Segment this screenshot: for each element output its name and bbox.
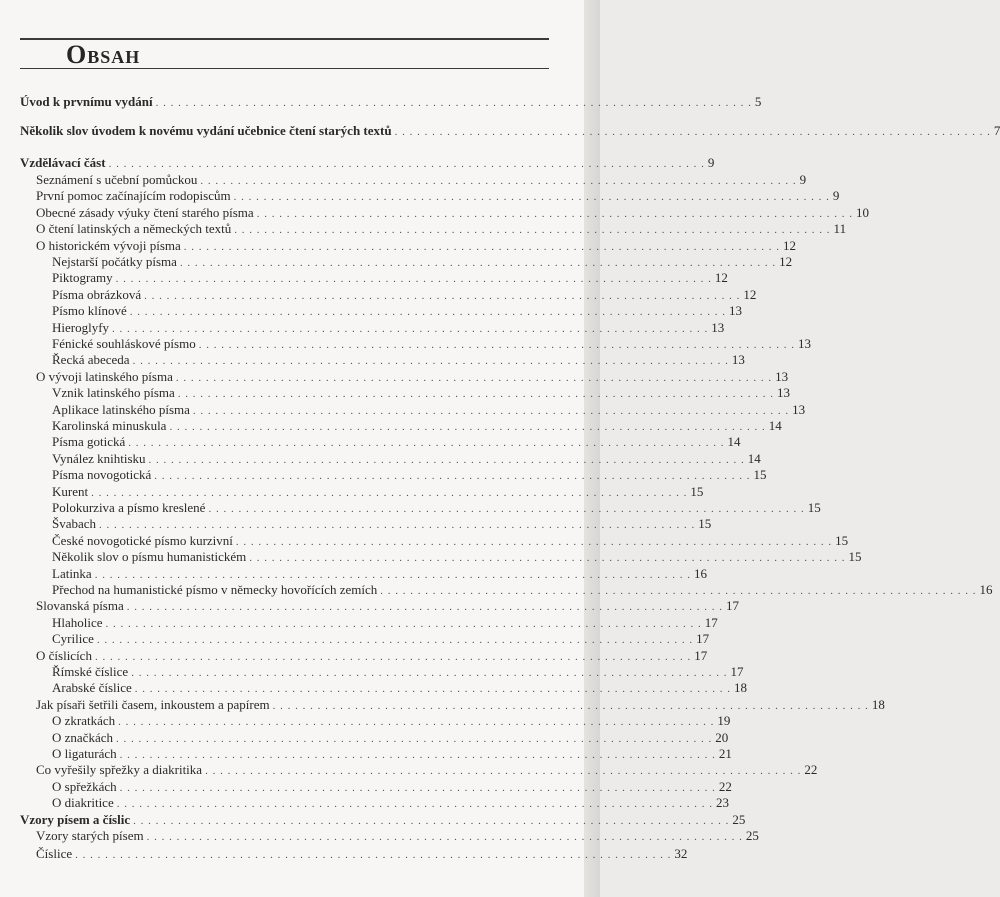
- toc-entry: [36, 828, 759, 845]
- toc-leader-dots: . . . . . . . . . . . . . . . . . . . . . . . . . . . . . . . . . . . . . . . . . . . . . . . . . . . . . . . . . . . . . . . . . . . . . . . . . . . . . . . .: [234, 224, 831, 237]
- toc-leader-dots: . . . . . . . . . . . . . . . . . . . . . . . . . . . . . . . . . . . . . . . . . . . . . . . . . . . . . . . . . . . . . . . . . . . . . . . . . . . . . . . .: [249, 552, 846, 565]
- toc-entry: [36, 598, 739, 615]
- toc-entry: [52, 254, 793, 271]
- toc-leader-dots: . . . . . . . . . . . . . . . . . . . . . . . . . . . . . . . . . . . . . . . . . . . . . . . . . . . . . . . . . . . . . . . . . . . . . . . . . . . . . . . .: [105, 617, 702, 630]
- toc-entry: [52, 500, 821, 517]
- toc-leader-dots: . . . . . . . . . . . . . . . . . . . . . . . . . . . . . . . . . . . . . . . . . . . . . . . . . . . . . . . . . . . . . . . . . . . . . . . . . . . . . . . .: [208, 503, 805, 515]
- toc-entry-page: 14: [727, 434, 741, 450]
- toc-entry-label: Cyrilice: [52, 631, 94, 647]
- toc-leader-dots: . . . . . . . . . . . . . . . . . . . . . . . . . . . . . . . . . . . . . . . . . . . . . . . . . . . . . . . . . . . . . . . . . . . . . . . . . . . . . . . .: [96, 634, 694, 647]
- toc-entry-label: Nejstarší počátky písma: [52, 254, 177, 269]
- toc-leader-dots: . . . . . . . . . . . . . . . . . . . . . . . . . . . . . . . . . . . . . . . . . . . . . . . . . . . . . . . . . . . . . . . . . . . . . . . . . . . . . . . .: [380, 585, 977, 597]
- toc-leader-dots: . . . . . . . . . . . . . . . . . . . . . . . . . . . . . . . . . . . . . . . . . . . . . . . . . . . . . . . . . . . . . . . . . . . . . . . . . . . . . . . .: [132, 355, 729, 368]
- toc-entry-page: 13: [711, 319, 725, 335]
- toc-entry-page: 32: [674, 846, 688, 861]
- toc-entry-label: Vynález knihtisku: [52, 450, 146, 466]
- toc-entry-label: O značkách: [52, 729, 113, 745]
- toc-entry-page: 10: [855, 204, 869, 220]
- toc-entry: [52, 336, 811, 353]
- toc-leader-dots: . . . . . . . . . . . . . . . . . . . . . . . . . . . . . . . . . . . . . . . . . . . . . . . . . . . . . . . . . . . . . . . . . . . . . . . . . . . . . . . .: [144, 289, 741, 302]
- toc-entry-page: 9: [832, 188, 840, 204]
- toc-leader-dots: . . . . . . . . . . . . . . . . . . . . . . . . . . . . . . . . . . . . . . . . . . . . . . . . . . . . . . . . . . . . . . . . . . . . . . . . . . . . . . . .: [94, 650, 692, 663]
- toc-entry: [52, 352, 745, 369]
- toc-entry-page: 5: [754, 94, 762, 109]
- toc-entry-page: 14: [747, 450, 761, 466]
- toc-entry: [20, 94, 762, 111]
- toc-entry-label: Co vyřešily spřežky a diakritika: [36, 762, 203, 778]
- toc-entry-label: Latinka: [52, 565, 92, 581]
- toc-leader-dots: . . . . . . . . . . . . . . . . . . . . . . . . . . . . . . . . . . . . . . . . . . . . . . . . . . . . . . . . . . . . . . . . . . . . . . . . . . . . . . . .: [200, 175, 797, 187]
- toc-entry-page: 22: [718, 778, 732, 794]
- toc-entry-label: O historickém vývoji písma: [36, 237, 181, 253]
- toc-entry-label: Hlaholice: [52, 614, 103, 630]
- toc-entry-label: Jak písaři šetřili časem, inkoustem a papírem: [36, 696, 270, 712]
- toc-entry-page: 13: [792, 401, 806, 417]
- toc-entry-label: Arabské číslice: [52, 680, 132, 696]
- toc-leader-dots: . . . . . . . . . . . . . . . . . . . . . . . . . . . . . . . . . . . . . . . . . . . . . . . . . . . . . . . . . . . . . . . . . . . . . . . . . . . . . . . .: [177, 388, 775, 401]
- toc-entry: [36, 846, 688, 863]
- toc-leader-dots: . . . . . . . . . . . . . . . . . . . . . . . . . . . . . . . . . . . . . . . . . . . . . . . . . . . . . . . . . . . . . . . . . . . . . . . . . . . . . . . .: [272, 699, 869, 712]
- toc-entry-page: 17: [704, 614, 718, 630]
- toc-entry: [20, 812, 746, 829]
- toc-entry: [52, 450, 761, 468]
- toc-entry-label: O spřežkách: [52, 778, 117, 794]
- toc-entry-label: O vývoji latinského písma: [36, 368, 173, 384]
- toc-entry: [52, 401, 806, 419]
- toc-entry: [52, 729, 729, 747]
- toc-entry-label: Písma gotická: [52, 434, 126, 450]
- toc-entry-label: Hieroglyfy: [52, 319, 110, 335]
- toc-entry-label: Vznik latinského písma: [52, 385, 175, 401]
- toc-entry-page: 15: [690, 483, 704, 499]
- toc-entry-page: 9: [707, 155, 715, 170]
- toc-leader-dots: . . . . . . . . . . . . . . . . . . . . . . . . . . . . . . . . . . . . . . . . . . . . . . . . . . . . . . . . . . . . . . . . . . . . . . . . . . . . . . . .: [108, 158, 705, 170]
- toc-entry-page: 7: [993, 123, 1000, 138]
- toc-entry-page: 15: [835, 532, 849, 548]
- toc-entry-label: Vzdělávací část: [20, 155, 106, 170]
- toc-leader-dots: . . . . . . . . . . . . . . . . . . . . . . . . . . . . . . . . . . . . . . . . . . . . . . . . . . . . . . . . . . . . . . . . . . . . . . . . . . . . . . . .: [198, 339, 795, 351]
- toc-entry-label: Řecká abeceda: [52, 352, 130, 368]
- toc-leader-dots: . . . . . . . . . . . . . . . . . . . . . . . . . . . . . . . . . . . . . . . . . . . . . . . . . . . . . . . . . . . . . . . . . . . . . . . . . . . . . . . .: [118, 716, 715, 729]
- toc-leader-dots: . . . . . . . . . . . . . . . . . . . . . . . . . . . . . . . . . . . . . . . . . . . . . . . . . . . . . . . . . . . . . . . . . . . . . . . . . . . . . . . .: [256, 207, 853, 220]
- toc-entry: [52, 483, 704, 501]
- toc-entry-page: 22: [804, 762, 818, 778]
- toc-entry-label: Obecné zásady výuky čtení starého písma: [36, 204, 254, 220]
- toc-entry-page: 18: [734, 680, 748, 696]
- toc-entry-page: 17: [694, 647, 708, 663]
- page-title: Obsah: [66, 40, 141, 69]
- toc-entry-page: 12: [779, 254, 793, 269]
- toc-entry-label: Několik slov o písmu humanistickém: [52, 549, 247, 565]
- toc-entry-page: 17: [696, 631, 710, 647]
- toc-leader-dots: . . . . . . . . . . . . . . . . . . . . . . . . . . . . . . . . . . . . . . . . . . . . . . . . . . . . . . . . . . . . . . . . . . . . . . . . . . . . . . . .: [155, 97, 752, 109]
- toc-entry: [36, 172, 807, 189]
- toc-entry: [52, 713, 731, 730]
- toc-entry-label: Číslice: [36, 846, 73, 861]
- toc-entry: [36, 368, 789, 386]
- toc-entry-page: 11: [833, 221, 847, 237]
- toc-entry-page: 13: [777, 385, 791, 401]
- toc-leader-dots: . . . . . . . . . . . . . . . . . . . . . . . . . . . . . . . . . . . . . . . . . . . . . . . . . . . . . . . . . . . . . . . . . . . . . . . . . . . . . . . .: [112, 322, 709, 335]
- toc-entry-page: 15: [698, 516, 712, 532]
- toc-entry-label: Vzory starých písem: [36, 828, 144, 843]
- toc-entry: [36, 204, 869, 222]
- toc-entry: [52, 778, 732, 796]
- toc-leader-dots: . . . . . . . . . . . . . . . . . . . . . . . . . . . . . . . . . . . . . . . . . . . . . . . . . . . . . . . . . . . . . . . . . . . . . . . . . . . . . . . .: [169, 421, 766, 433]
- toc-entry-label: O číslicích: [36, 647, 92, 663]
- toc-entry-label: První pomoc začínajícím rodopiscům: [36, 188, 231, 204]
- toc-entry: [52, 467, 767, 484]
- toc-entry-page: 17: [726, 598, 739, 614]
- toc-leader-dots: . . . . . . . . . . . . . . . . . . . . . . . . . . . . . . . . . . . . . . . . . . . . . . . . . . . . . . . . . . . . . . . . . . . . . . . . . . . . . . . .: [133, 815, 730, 827]
- toc-entry-label: Písmo klínové: [52, 303, 127, 319]
- toc-leader-dots: . . . . . . . . . . . . . . . . . . . . . . . . . . . . . . . . . . . . . . . . . . . . . . . . . . . . . . . . . . . . . . . . . . . . . . . . . . . . . . . .: [235, 535, 833, 548]
- toc-leader-dots: . . . . . . . . . . . . . . . . . . . . . . . . . . . . . . . . . . . . . . . . . . . . . . . . . . . . . . . . . . . . . . . . . . . . . . . . . . . . . . . .: [205, 765, 802, 778]
- toc-entry-page: 23: [715, 795, 729, 811]
- toc-entry-label: Karolinská minuskula: [52, 418, 167, 433]
- toc-entry: [52, 565, 707, 583]
- toc-entry-page: 9: [799, 172, 807, 187]
- toc-entry-page: 15: [807, 500, 821, 515]
- toc-leader-dots: . . . . . . . . . . . . . . . . . . . . . . . . . . . . . . . . . . . . . . . . . . . . . . . . . . . . . . . . . . . . . . . . . . . . . . . . . . . . . . . .: [183, 240, 781, 253]
- toc-leader-dots: . . . . . . . . . . . . . . . . . . . . . . . . . . . . . . . . . . . . . . . . . . . . . . . . . . . . . . . . . . . . . . . . . . . . . . . . . . . . . . . .: [91, 486, 688, 499]
- toc-entry-label: O zkratkách: [52, 713, 116, 729]
- toc-entry-label: České novogotické písmo kurzivní: [52, 532, 233, 548]
- toc-entry-page: 25: [732, 812, 746, 827]
- toc-leader-dots: . . . . . . . . . . . . . . . . . . . . . . . . . . . . . . . . . . . . . . . . . . . . . . . . . . . . . . . . . . . . . . . . . . . . . . . . . . . . . . . .: [94, 568, 691, 581]
- toc-entry-label: Vzory písem a číslic: [20, 812, 131, 827]
- toc-entry: [52, 631, 710, 648]
- toc-entry: [36, 221, 847, 238]
- toc-entry-page: 13: [797, 336, 811, 351]
- toc-entry-page: 20: [715, 729, 729, 745]
- toc-entry: [36, 188, 840, 205]
- toc-entry: [36, 237, 797, 255]
- toc-entry-page: 12: [743, 286, 757, 302]
- toc-entry-page: 13: [775, 368, 789, 384]
- toc-entry: [52, 614, 718, 632]
- toc-entry: [36, 696, 885, 714]
- toc-entry-label: O diakritice: [52, 795, 114, 811]
- toc-entry-page: 14: [768, 418, 782, 433]
- toc-entry-page: 16: [979, 582, 993, 597]
- toc-entry-page: 16: [693, 565, 707, 581]
- toc-entry-label: Seznámení s učební pomůckou: [36, 172, 198, 187]
- toc-leader-dots: . . . . . . . . . . . . . . . . . . . . . . . . . . . . . . . . . . . . . . . . . . . . . . . . . . . . . . . . . . . . . . . . . . . . . . . . . . . . . . . .: [233, 191, 830, 204]
- toc-leader-dots: . . . . . . . . . . . . . . . . . . . . . . . . . . . . . . . . . . . . . . . . . . . . . . . . . . . . . . . . . . . . . . . . . . . . . . . . . . . . . . . .: [119, 749, 716, 761]
- toc-entry: [52, 582, 993, 599]
- toc-entry-label: Slovanská písma: [36, 598, 124, 614]
- toc-entry: [20, 123, 1000, 140]
- toc-entry-page: 12: [783, 237, 797, 253]
- toc-entry: [52, 516, 712, 533]
- toc-entry: [52, 664, 744, 681]
- toc-leader-dots: . . . . . . . . . . . . . . . . . . . . . . . . . . . . . . . . . . . . . . . . . . . . . . . . . . . . . . . . . . . . . . . . . . . . . . . . . . . . . . . .: [116, 798, 713, 811]
- toc-leader-dots: . . . . . . . . . . . . . . . . . . . . . . . . . . . . . . . . . . . . . . . . . . . . . . . . . . . . . . . . . . . . . . . . . . . . . . . . . . . . . . . .: [115, 273, 712, 286]
- toc-leader-dots: . . . . . . . . . . . . . . . . . . . . . . . . . . . . . . . . . . . . . . . . . . . . . . . . . . . . . . . . . . . . . . . . . . . . . . . . . . . . . . . .: [192, 404, 790, 417]
- toc-entry-label: Písma obrázková: [52, 286, 142, 302]
- toc-entry-label: O čtení latinských a německých textů: [36, 221, 232, 237]
- toc-entry-label: Piktogramy: [52, 270, 113, 286]
- toc-entry: [36, 762, 818, 779]
- toc-leader-dots: . . . . . . . . . . . . . . . . . . . . . . . . . . . . . . . . . . . . . . . . . . . . . . . . . . . . . . . . . . . . . . . . . . . . . . . . . . . . . . . .: [154, 470, 751, 483]
- toc-entry-page: 17: [730, 664, 744, 679]
- toc-leader-dots: . . . . . . . . . . . . . . . . . . . . . . . . . . . . . . . . . . . . . . . . . . . . . . . . . . . . . . . . . . . . . . . . . . . . . . . . . . . . . . . .: [146, 831, 743, 843]
- toc-entry-label: Aplikace latinského písma: [52, 401, 190, 417]
- toc-entry-page: 19: [717, 713, 731, 729]
- toc-entry-label: Přechod na humanistické písmo v německy hovořících zemích: [52, 582, 378, 597]
- toc-entry: [52, 795, 729, 812]
- toc-leader-dots: . . . . . . . . . . . . . . . . . . . . . . . . . . . . . . . . . . . . . . . . . . . . . . . . . . . . . . . . . . . . . . . . . . . . . . . . . . . . . . . .: [128, 437, 725, 450]
- toc-entry: [52, 680, 748, 697]
- toc-entry-label: Polokurziva a písmo kreslené: [52, 500, 206, 515]
- toc-entry: [52, 418, 782, 435]
- toc-entry: [52, 303, 743, 320]
- toc-entry: [52, 286, 757, 304]
- toc-leader-dots: . . . . . . . . . . . . . . . . . . . . . . . . . . . . . . . . . . . . . . . . . . . . . . . . . . . . . . . . . . . . . . . . . . . . . . . . . . . . . . . .: [119, 781, 716, 794]
- toc-leader-dots: . . . . . . . . . . . . . . . . . . . . . . . . . . . . . . . . . . . . . . . . . . . . . . . . . . . . . . . . . . . . . . . . . . . . . . . . . . . . . . . .: [131, 667, 728, 679]
- toc-leader-dots: . . . . . . . . . . . . . . . . . . . . . . . . . . . . . . . . . . . . . . . . . . . . . . . . . . . . . . . . . . . . . . . . . . . . . . . . . . . . . . . .: [394, 126, 991, 138]
- toc-entry-page: 13: [729, 303, 743, 319]
- toc-entry: [52, 270, 728, 287]
- toc-entry: [52, 434, 741, 451]
- toc-leader-dots: . . . . . . . . . . . . . . . . . . . . . . . . . . . . . . . . . . . . . . . . . . . . . . . . . . . . . . . . . . . . . . . . . . . . . . . . . . . . . . . .: [116, 732, 713, 745]
- toc-entry-label: Písma novogotická: [52, 467, 152, 483]
- toc-entry: [36, 647, 708, 665]
- toc-entry-label: Úvod k prvnímu vydání: [20, 94, 153, 109]
- toc-entry-label: Několik slov úvodem k novému vydání učebnice čtení starých textů: [20, 123, 392, 138]
- toc-leader-dots: . . . . . . . . . . . . . . . . . . . . . . . . . . . . . . . . . . . . . . . . . . . . . . . . . . . . . . . . . . . . . . . . . . . . . . . . . . . . . . . .: [148, 453, 745, 466]
- toc-entry-label: Římské číslice: [52, 664, 129, 679]
- toc-entry-label: Fénické souhláskové písmo: [52, 336, 196, 351]
- toc-leader-dots: . . . . . . . . . . . . . . . . . . . . . . . . . . . . . . . . . . . . . . . . . . . . . . . . . . . . . . . . . . . . . . . . . . . . . . . . . . . . . . . .: [175, 371, 773, 384]
- toc-entry: [52, 549, 862, 566]
- toc-leader-dots: . . . . . . . . . . . . . . . . . . . . . . . . . . . . . . . . . . . . . . . . . . . . . . . . . . . . . . . . . . . . . . . . . . . . . . . . . . . . . . . .: [126, 601, 723, 614]
- toc-entry: [52, 319, 725, 337]
- toc-entry-page: 12: [714, 270, 728, 286]
- toc-leader-dots: . . . . . . . . . . . . . . . . . . . . . . . . . . . . . . . . . . . . . . . . . . . . . . . . . . . . . . . . . . . . . . . . . . . . . . . . . . . . . . . .: [75, 849, 672, 861]
- toc-entry: [52, 385, 791, 402]
- toc-entry: [20, 155, 715, 172]
- toc-entry-label: O ligaturách: [52, 746, 117, 761]
- toc-entry: [52, 746, 732, 763]
- toc-leader-dots: . . . . . . . . . . . . . . . . . . . . . . . . . . . . . . . . . . . . . . . . . . . . . . . . . . . . . . . . . . . . . . . . . . . . . . . . . . . . . . . .: [179, 257, 777, 269]
- toc-leader-dots: . . . . . . . . . . . . . . . . . . . . . . . . . . . . . . . . . . . . . . . . . . . . . . . . . . . . . . . . . . . . . . . . . . . . . . . . . . . . . . . .: [134, 683, 732, 696]
- toc-entry-page: 13: [731, 352, 745, 368]
- toc-entry-page: 18: [871, 696, 885, 712]
- toc-entry-label: Švabach: [52, 516, 97, 532]
- toc-entry: [52, 532, 849, 550]
- toc-leader-dots: . . . . . . . . . . . . . . . . . . . . . . . . . . . . . . . . . . . . . . . . . . . . . . . . . . . . . . . . . . . . . . . . . . . . . . . . . . . . . . . .: [129, 306, 727, 319]
- toc-entry-page: 21: [718, 746, 732, 761]
- toc-entry-page: 15: [848, 549, 862, 565]
- toc-leader-dots: . . . . . . . . . . . . . . . . . . . . . . . . . . . . . . . . . . . . . . . . . . . . . . . . . . . . . . . . . . . . . . . . . . . . . . . . . . . . . . . .: [99, 519, 696, 532]
- toc-entry-page: 15: [753, 467, 767, 483]
- toc-entry-page: 25: [745, 828, 759, 843]
- toc-entry-label: Kurent: [52, 483, 89, 499]
